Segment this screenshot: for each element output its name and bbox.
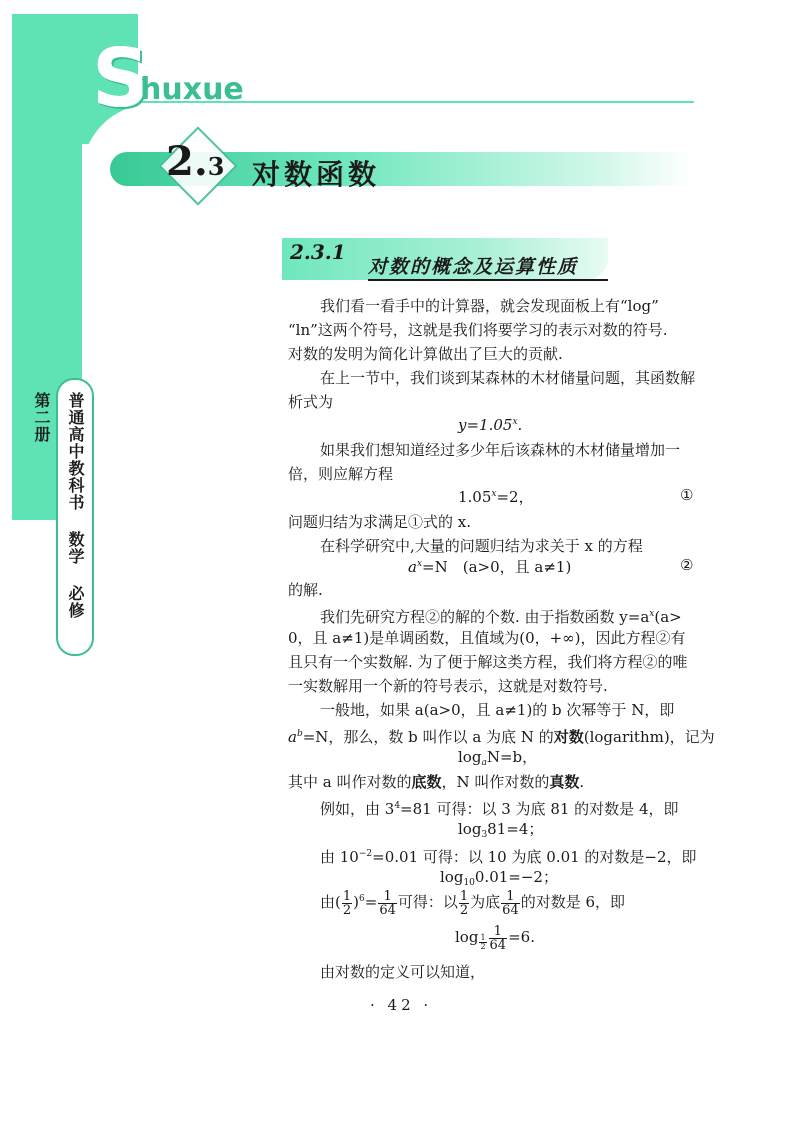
- paragraph-line: 在科学研究中,大量的问题归结为求关于 x 的方程: [320, 537, 643, 555]
- paragraph-line: 一实数解用一个新的符号表示，这就是对数符号.: [288, 677, 608, 695]
- equation-log-half: log $_{\frac{1}{2}}$ $\frac{1}{64}$ =6.: [455, 923, 535, 953]
- equation-1: $1.05^x=2$，: [458, 488, 534, 506]
- equation-log10: $\log_{10}0.01=-2$；: [440, 868, 558, 888]
- equation-wood-growth: $y=1.05^x$.: [458, 416, 523, 434]
- equation-2: $a^x=N$ (a>0，且 a≠1): [408, 558, 572, 576]
- page-number: · 42 ·: [370, 996, 433, 1014]
- paragraph-line: 问题归结为求满足①式的 x.: [288, 513, 471, 531]
- chapter-title: 对数函数: [252, 158, 381, 191]
- paragraph-line: “ln”这两个符号，这就是我们将要学习的表示对数的符号.: [288, 321, 668, 339]
- paragraph-line: 在上一节中，我们谈到某森林的木材储量问题，其函数解: [320, 369, 696, 387]
- shuxue-logo: [92, 32, 244, 125]
- paragraph-line: 其中 a 叫作对数的底数，N 叫作对数的真数.: [288, 773, 585, 791]
- logo-text: huxue: [140, 72, 244, 107]
- paragraph-line: 由( $\frac{1}{2}$ )$^6$= $\frac{1}{64}$ 可得：以 $\frac{1}{2}$ 为底 $\frac{1}{64}$ 的对数是 6，即: [320, 888, 626, 918]
- paragraph-line: 由 $10^{-2}=0.01$ 可得：以 10 为底 0.01 的对数是−2，即: [320, 848, 697, 866]
- chapter-number: 2.3: [166, 138, 225, 185]
- equation-log3: $\log_381=4$；: [458, 820, 544, 840]
- section-number: 2.3.1: [290, 240, 346, 264]
- paragraph-line: 0，且 a≠1)是单调函数，且值域为(0，+∞)，因此方程②有: [288, 629, 686, 647]
- logo-letter-s: S: [92, 32, 150, 125]
- equation-marker-2: ②: [680, 556, 694, 574]
- section-title: 对数的概念及运算性质: [368, 256, 579, 278]
- paragraph-line: 如果我们想知道经过多少年后该森林的木材储量增加一: [320, 441, 681, 459]
- paragraph-line: 例如，由 $3^4=81$ 可得：以 3 为底 81 的对数是 4，即: [320, 800, 679, 818]
- equation-log-definition: $\log_aN=b$，: [458, 748, 538, 768]
- paragraph-line: 一般地，如果 a(a>0，且 a≠1)的 b 次幂等于 N，即: [320, 701, 675, 719]
- paragraph-line: 且只有一个实数解. 为了便于解这类方程，我们将方程②的唯: [288, 653, 688, 671]
- paragraph-line: 倍，则应解方程: [288, 465, 394, 483]
- section-underline: [368, 279, 608, 281]
- paragraph-line: 的解.: [288, 581, 323, 599]
- paragraph-line: 我们看一看手中的计算器，就会发现面板上有“log”: [320, 297, 659, 315]
- paragraph-line: 析式为: [288, 393, 334, 411]
- equation-marker-1: ①: [680, 486, 694, 504]
- paragraph-line: 我们先研究方程②的解的个数. 由于指数函数 $y=a^x(a>$: [320, 608, 682, 626]
- paragraph-line: 对数的发明为简化计算做出了巨大的贡献.: [288, 345, 563, 363]
- book-series-tab: 普通高中教科书 数学 必修 第二册: [56, 378, 94, 656]
- paragraph-line: 由对数的定义可以知道，: [320, 963, 486, 981]
- paragraph-line: $a^b=N$，那么，数 b 叫作以 a 为底 N 的对数(logarithm)，记为: [288, 728, 715, 746]
